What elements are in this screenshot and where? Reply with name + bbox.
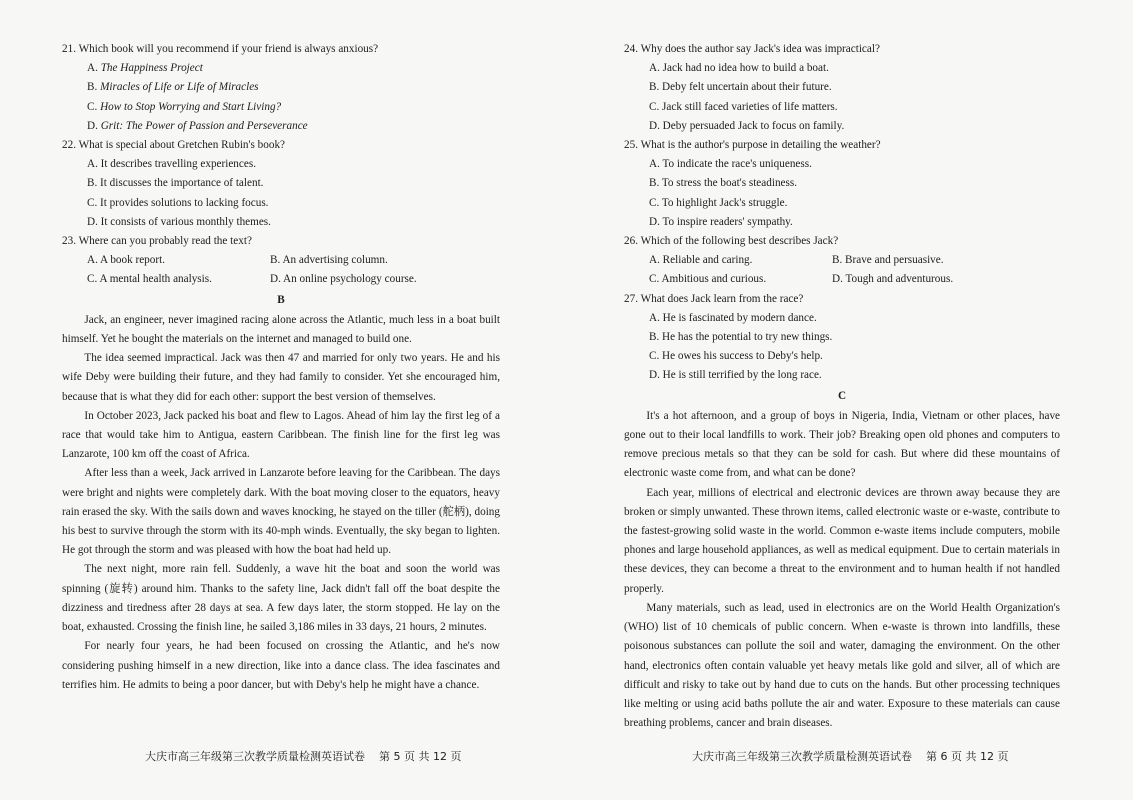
- page-6-column: [624, 40, 1060, 733]
- option-25d: D. To inspire readers' sympathy.: [649, 215, 793, 228]
- option-27c: C. He owes his success to Deby's help.: [649, 350, 823, 363]
- option-22c: C. It provides solutions to lacking focus.: [87, 196, 269, 209]
- option-25c: C. To highlight Jack's struggle.: [649, 196, 788, 209]
- passage-b-paragraph: After less than a week, Jack arrived in Lanzarote before leaving for the Caribbean. The days were bright and nights were completely dark. With the boat moving closer to the equators, heavy rain erased the sky. With the sails down and waves knocking, he stayed on the tiller (舵柄), doing his best to survive through the storm with its 40-mph winds. Eventually, the sky began to lighten. He got through the storm and was pleased with how the boat had held up.: [62, 467, 500, 557]
- footer-exam-title: 大庆市高三年级第三次教学质量检测英语试卷: [692, 750, 912, 763]
- option-24d: D. Deby persuaded Jack to focus on family.: [649, 119, 845, 132]
- option-26d: D. Tough and adventurous.: [832, 273, 954, 286]
- options-26-row-2: [624, 270, 1060, 289]
- options-26-row-1: [624, 251, 1060, 270]
- question-23: 23. Where can you probably read the text?: [62, 235, 252, 248]
- option-24b: B. Deby felt uncertain about their future.: [649, 81, 832, 94]
- footer-exam-title: 大庆市高三年级第三次教学质量检测英语试卷: [145, 750, 365, 763]
- option-26c: C. Ambitious and curious.: [649, 273, 767, 286]
- option-21d: D. Grit: The Power of Passion and Perseverance: [87, 119, 308, 132]
- passage-b-paragraph: Jack, an engineer, never imagined racing alone across the Atlantic, much less in a boat built himself. Yet he bought the materials on the internet and managed to build one.: [62, 313, 500, 346]
- passage-b-paragraph: For nearly four years, he had been focused on crossing the Atlantic, and he's now considering pushing himself in a new direction, like into a dance class. The idea fascinates and terrifies him. He admits to being a poor dancer, but with Deby's help he might have a chance.: [62, 640, 500, 691]
- question-21: 21. Which book will you recommend if your friend is always anxious?: [62, 43, 379, 55]
- option-22a: A. It describes travelling experiences.: [87, 158, 256, 171]
- page-5-footer: [145, 748, 475, 764]
- question-25: 25. What is the author's purpose in detailing the weather?: [624, 139, 881, 152]
- passage-c-paragraph: Each year, millions of electrical and electronic devices are thrown away because they are broken or simply unwanted. These thrown items, called electronic waste or e-waste, contribute to the fastest-growing solid waste in the world. Common e-waste items include computers, mobile phones and large household appliances, as well as medical equipment. Due to certain materials in these devices, they can become a threat to the environment and to human health if not handled properly.: [624, 486, 1060, 595]
- page-5-column: [62, 40, 500, 695]
- passage-b-paragraph: The idea seemed impractical. Jack was then 47 and married for only two years. He and his wife Deby were building their future, and they had family to consider. Yet she encouraged him, because that is what they did for each other: support the best version of themselves.: [62, 352, 500, 403]
- passage-c-paragraph: It's a hot afternoon, and a group of boys in Nigeria, India, Vietnam or other places, have gone out to their local landfills to work. Their job? Breaking open old phones and computers to remove precious metals so that they can be sold for cash. But where did these mountains of electronic waste come from, and what can be done?: [624, 409, 1060, 480]
- footer-page-number: 第 6 页 共 12 页: [926, 750, 1009, 763]
- option-23d: D. An online psychology course.: [270, 273, 417, 286]
- option-23b: B. An advertising column.: [270, 254, 388, 267]
- option-21c: C. How to Stop Worrying and Start Living?: [87, 100, 282, 113]
- option-27b: B. He has the potential to try new things.: [649, 331, 833, 344]
- option-26b: B. Brave and persuasive.: [832, 254, 944, 267]
- option-25a: A. To indicate the race's uniqueness.: [649, 158, 812, 171]
- option-23c: C. A mental health analysis.: [87, 273, 212, 286]
- option-26a: A. Reliable and caring.: [649, 254, 753, 267]
- question-27: 27. What does Jack learn from the race?: [624, 292, 804, 305]
- question-26: 26. Which of the following best describes Jack?: [624, 235, 839, 248]
- option-25b: B. To stress the boat's steadiness.: [649, 177, 798, 190]
- section-c-heading: C: [837, 389, 847, 402]
- options-23-row-2: [62, 270, 500, 289]
- footer-page-number: 第 5 页 共 12 页: [379, 750, 462, 763]
- question-22: 22. What is special about Gretchen Rubin's book?: [62, 139, 286, 152]
- option-27a: A. He is fascinated by modern dance.: [649, 311, 817, 324]
- option-22d: D. It consists of various monthly themes.: [87, 215, 271, 228]
- passage-c-paragraph: Many materials, such as lead, used in electronics are on the World Health Organization's (WHO) list of 10 chemicals of public concern. When e-waste is thrown into landfills, these poisonous substances can pollute the soil and water, damaging the environment. On the other hand, electronics often contain valuable yet heavy metals like gold and silver, all of which are difficult and risky to take out by hand due to cuts on the hands. But other processing techniques like melting or using acid baths pollute the air and water. Exposure to these materials can cause breathing problems, cancer and brain diseases.: [624, 601, 1060, 730]
- option-24c: C. Jack still faced varieties of life matters.: [649, 100, 838, 113]
- question-24: 24. Why does the author say Jack's idea was impractical?: [624, 43, 880, 55]
- option-21a: A. The Happiness Project: [87, 62, 203, 75]
- option-27d: D. He is still terrified by the long race.: [649, 369, 822, 382]
- option-24a: A. Jack had no idea how to build a boat.: [649, 62, 829, 75]
- options-23-row-1: [62, 251, 500, 270]
- option-23a: A. A book report.: [87, 254, 165, 267]
- option-22b: B. It discusses the importance of talent.: [87, 177, 264, 190]
- passage-b-paragraph: In October 2023, Jack packed his boat and flew to Lagos. Ahead of him lay the first leg of a race that would take him to Antigua, eastern Caribbean. The finish line for the first leg was Lanzarote, 100 km off the coast of Africa.: [62, 409, 500, 461]
- page-6-footer: [692, 748, 1022, 764]
- section-b-heading: B: [277, 293, 285, 306]
- option-21b: B. Miracles of Life or Life of Miracles: [87, 81, 259, 94]
- passage-b-paragraph: The next night, more rain fell. Suddenly, a wave hit the boat and soon the world was spinning (旋转) around him. Thanks to the safety line, Jack didn't fall off the boat despite the dizziness and tiredness after 28 days at sea. A few days later, the storm stopped. He lay on the boat, exhausted. Crossing the finish line, he sailed 3,186 miles in 33 days, 21 hours, 2 minutes.: [62, 563, 500, 634]
